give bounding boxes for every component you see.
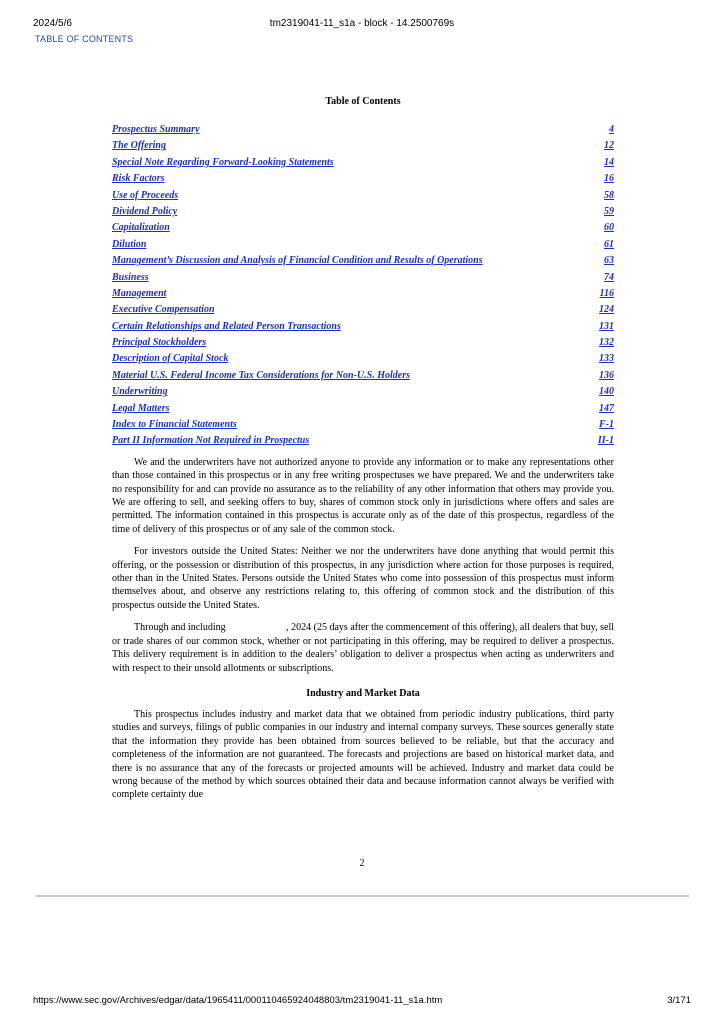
toc-entry-page-link[interactable]: 116 (599, 287, 614, 299)
toc-list (112, 122, 614, 450)
toc-entry-page-link[interactable]: 132 (599, 337, 614, 349)
toc-entry (112, 335, 614, 351)
page-content (112, 95, 617, 811)
foreign-investors-paragraph: For investors outside the United States: Neither we nor the underwriters have done anything that would permit this offering, or the possession or distribution of this prospectus, in any jurisdiction where action for those purposes is required, other than in the United States. Persons outside the United States who come into possession of this prospectus must inform themselves about, and observe any restrictions relating to, this offering of common stock and the distribution of this prospectus outside the United States. (112, 546, 614, 611)
toc-entry (112, 433, 614, 449)
toc-entry-link[interactable]: Prospectus Summary (112, 124, 200, 135)
page-divider (36, 895, 689, 897)
toc-entry (112, 253, 614, 269)
toc-entry-link[interactable]: Risk Factors (112, 173, 165, 185)
toc-entry-page-link[interactable]: F-1 (599, 419, 614, 431)
toc-entry-link[interactable]: Capitalization (112, 222, 170, 234)
toc-entry-page-link[interactable]: 131 (599, 320, 614, 332)
toc-entry-link[interactable]: Special Note Regarding Forward-Looking Statements (112, 156, 334, 168)
toc-entry-page-link[interactable]: 140 (599, 386, 614, 398)
prospectus-notices (112, 456, 617, 675)
print-date: 2024/5/6 (33, 18, 72, 29)
toc-entry-page-link[interactable]: 124 (599, 304, 614, 316)
toc-entry-link[interactable]: The Offering (112, 140, 166, 152)
toc-entry-page-link[interactable]: II-1 (597, 435, 614, 447)
toc-entry-link[interactable]: Part II Information Not Required in Prospectus (112, 435, 310, 447)
toc-entry (112, 270, 614, 286)
toc-entry-page-link[interactable]: 63 (604, 255, 614, 267)
toc-entry (112, 122, 614, 138)
toc-entry-link[interactable]: Management’s Discussion and Analysis of Financial Condition and Results of Operations (112, 255, 483, 267)
toc-entry-page-link[interactable]: 16 (604, 173, 614, 185)
dealer-delivery-paragraph: Through and including , 2024 (25 days after the commencement of this offering), all dealers that buy, sell or trade shares of our common stock, whether or not participating in this offering, may be required to deliver a prospectus. This delivery requirement is in addition to the dealers’ obligation to deliver a prospectus when acting as underwriters and with respect to their unsold allotments or subscriptions. (112, 622, 617, 674)
toc-entry (112, 188, 614, 204)
toc-entry-page-link[interactable]: 14 (604, 156, 614, 168)
toc-entry (112, 351, 614, 367)
toc-entry (112, 204, 614, 220)
toc-title: Table of Contents (325, 96, 401, 107)
toc-entry (112, 286, 614, 302)
industry-market-data-paragraph: This prospectus includes industry and market data that we obtained from periodic industry publications, third party studies and surveys, filings of public companies in our industry and internal company surveys. These sources generally state that the information they provide has been obtained from sources believed to be reliable, but that the accuracy and completeness of the information are not guaranteed. The forecasts and projections are based on historical market data, and there is no assurance that any of the forecasts or projected amounts will be achieved. Industry and market data could be wrong because of the method by which sources obtained their data and because information cannot always be verified with complete certainty due (112, 708, 614, 801)
print-page-count: 3/171 (667, 995, 691, 1006)
page-number: 2 (359, 858, 365, 869)
toc-entry (112, 384, 614, 400)
toc-entry-link[interactable]: Index to Financial Statements (112, 419, 237, 431)
toc-entry (112, 401, 614, 417)
toc-entry-link[interactable]: Legal Matters (112, 402, 170, 414)
authorization-paragraph: We and the underwriters have not authorized anyone to provide any information or to make any representations other than those contained in this prospectus or in any free writing prospectuses we have prepared. We and the underwriters take no responsibility for and can provide no assurance as to the reliability of any other information that others may provide you. We are offering to sell, and seeking offers to buy, shares of common stock only in jurisdictions where offers and sales are permitted. The information contained in this prospectus is accurate only as of the date of this prospectus, regardless of the time of delivery of this prospectus or of any sale of the common stock. (112, 456, 614, 535)
print-header (33, 18, 691, 32)
table-of-contents-link[interactable]: TABLE OF CONTENTS (35, 34, 134, 44)
print-footer (33, 995, 691, 1009)
toc-entry-page-link[interactable]: 58 (604, 189, 614, 201)
print-url: https://www.sec.gov/Archives/edgar/data/1965411/000110465924048803/tm2319041-11_s1a.htm (33, 995, 443, 1006)
toc-entry-link[interactable]: Underwriting (112, 386, 168, 398)
toc-entry-link[interactable]: Material U.S. Federal Income Tax Considerations for Non-U.S. Holders (112, 369, 410, 381)
toc-entry-link[interactable]: Management (112, 287, 167, 299)
toc-entry (112, 138, 614, 154)
print-document-title: tm2319041-11_s1a - block - 14.2500769s (269, 18, 455, 29)
toc-entry (112, 368, 614, 384)
toc-entry-page-link[interactable]: 147 (599, 402, 614, 414)
toc-entry (112, 417, 614, 433)
toc-entry-link[interactable]: Dividend Policy (112, 205, 178, 217)
toc-entry-link[interactable]: Description of Capital Stock (112, 353, 229, 365)
toc-entry-link[interactable]: Certain Relationships and Related Person Transactions (112, 320, 341, 332)
industry-market-data-heading: Industry and Market Data (306, 687, 420, 699)
toc-entry-link[interactable]: Dilution (112, 238, 147, 250)
toc-entry-page-link[interactable]: 59 (604, 205, 614, 217)
toc-entry-link[interactable]: Executive Compensation (112, 304, 215, 316)
toc-entry-page-link[interactable]: 60 (604, 222, 614, 234)
toc-entry (112, 171, 614, 187)
toc-entry (112, 220, 614, 236)
toc-entry-link[interactable]: Principal Stockholders (112, 337, 207, 349)
toc-entry (112, 319, 614, 335)
toc-entry-link[interactable]: Use of Proceeds (112, 189, 179, 201)
toc-entry-page-link[interactable]: 61 (604, 238, 614, 250)
toc-entry-page-link[interactable]: 4 (609, 124, 614, 135)
toc-entry-link[interactable]: Business (112, 271, 149, 283)
toc-entry-page-link[interactable]: 74 (604, 271, 614, 283)
toc-entry (112, 302, 614, 318)
toc-entry (112, 155, 614, 171)
toc-entry-page-link[interactable]: 12 (604, 140, 614, 152)
toc-entry-page-link[interactable]: 136 (599, 369, 614, 381)
toc-entry-page-link[interactable]: 133 (599, 353, 614, 365)
toc-entry (112, 237, 614, 253)
